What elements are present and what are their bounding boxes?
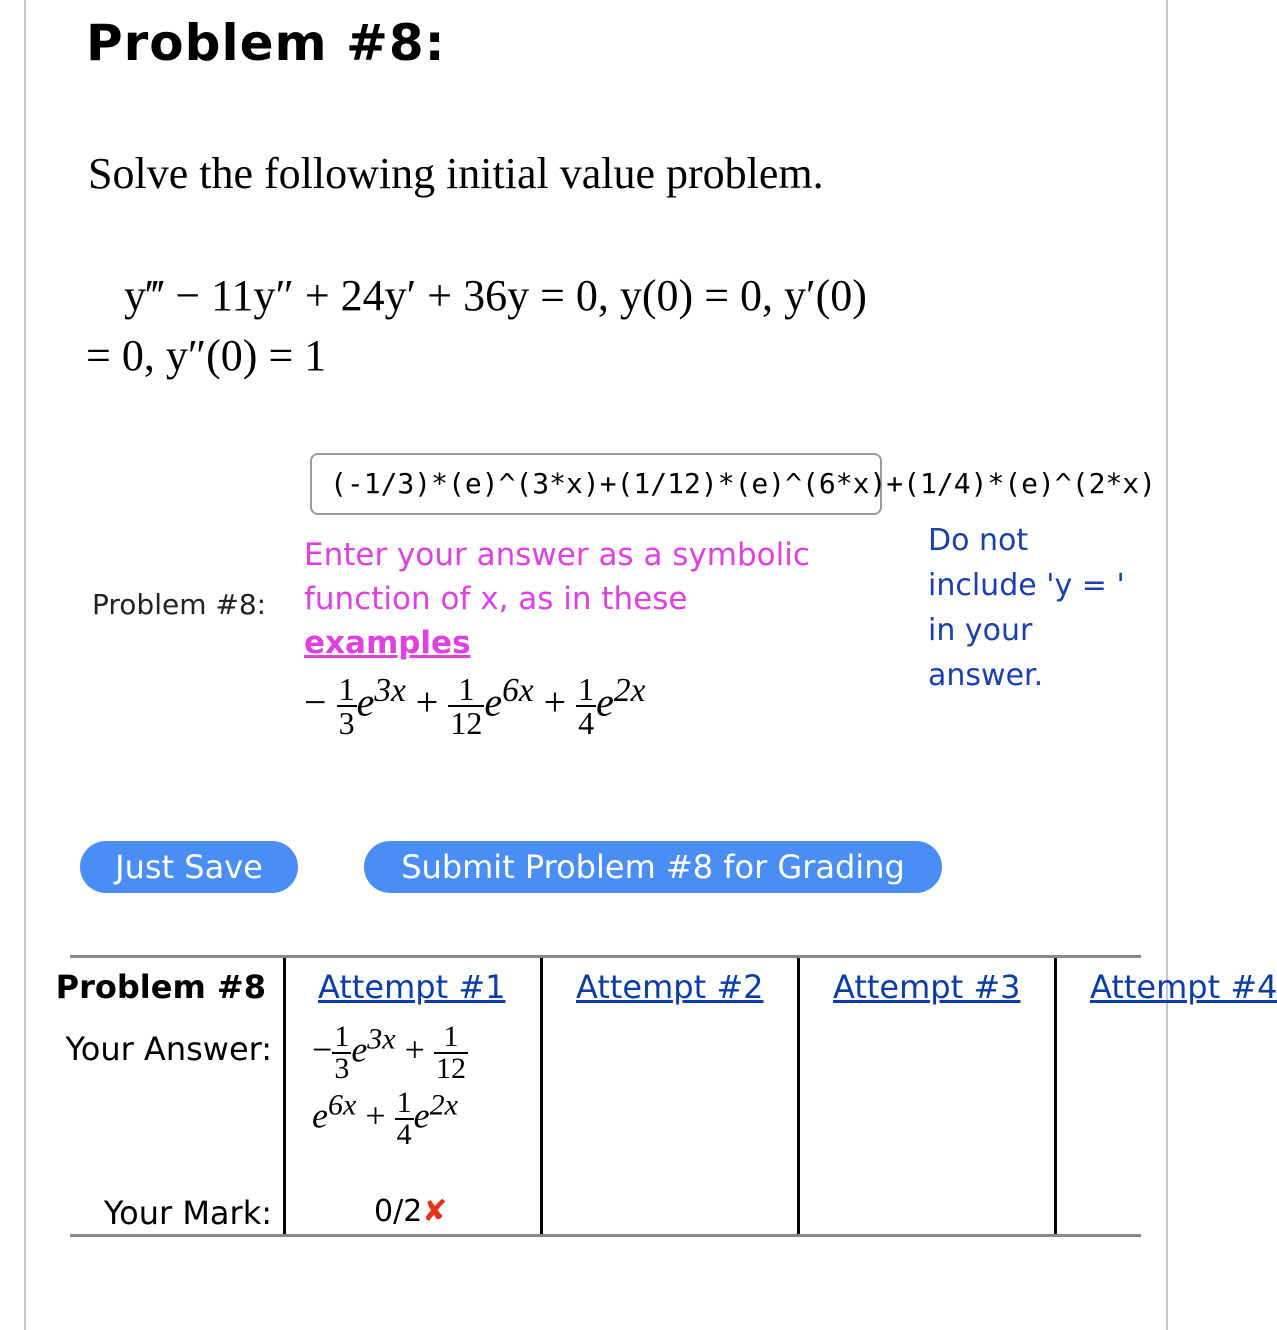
attempt-4-clip: [1058, 958, 1277, 1018]
frac-numerator: 1: [578, 671, 595, 708]
table-divider: [797, 958, 800, 1234]
attempts-row-header: Problem #8: [55, 968, 266, 1006]
answer-preview: [304, 671, 646, 742]
preview-exponent: 3x: [374, 672, 406, 709]
answer-input[interactable]: (-1/3)*(e)^(3*x)+(1/12)*(e)^(6*x)+(1/4)*(e)^(2*x): [310, 453, 882, 515]
preview-plus: +: [543, 679, 567, 725]
preview-fraction-2: [448, 671, 484, 742]
frac-denominator: 3: [338, 705, 355, 742]
preview-fraction-3: [576, 671, 596, 742]
hint-line-2: function of x, as in these: [304, 581, 688, 617]
mark-value: 0/2: [374, 1194, 423, 1229]
frac-numerator: 1: [448, 673, 484, 707]
answer-hint: [304, 533, 864, 665]
frac-numerator: 1: [338, 671, 355, 708]
attempt-1-mark: [374, 1194, 447, 1229]
row-header-column: [26, 958, 280, 1234]
preview-minus: −: [304, 679, 327, 725]
frac-denominator: 12: [450, 705, 483, 742]
just-save-button[interactable]: Just Save: [80, 841, 298, 893]
examples-link[interactable]: examples: [304, 625, 471, 661]
attempt-3-header[interactable]: Attempt #3: [833, 968, 1021, 1006]
preview-fraction-1: [337, 671, 357, 742]
preview-exponent: 2x: [613, 672, 646, 709]
preview-e: e: [484, 679, 503, 725]
note-line-3: in your: [928, 613, 1033, 648]
note-line-1: Do not: [928, 523, 1029, 558]
equation-line-2: = 0, y″(0) = 1: [86, 331, 327, 380]
table-bottom-rule: [70, 1234, 1141, 1237]
preview-plus: +: [415, 679, 439, 725]
page-title: Problem #8:: [86, 14, 446, 72]
note-line-4: answer.: [928, 658, 1044, 693]
attempt-4-header[interactable]: Attempt #4: [1090, 968, 1277, 1006]
hint-line-1: Enter your answer as a symbolic: [304, 537, 810, 573]
format-note: [928, 518, 1168, 698]
preview-e: e: [596, 679, 614, 725]
attempt-1-answer: − $\frac{1}{3}$ $e^{3x}$ + $\frac{1}{12}$ $e^{6x}$ + $\frac{1}{4}$ $e^{2x}$: [312, 1020, 466, 1151]
frac-denominator: 4: [578, 705, 595, 742]
note-line-2: include 'y = ': [928, 568, 1125, 603]
preview-e: e: [356, 679, 375, 725]
your-answer-label: Your Answer:: [65, 1030, 272, 1068]
table-divider: [1054, 958, 1057, 1234]
your-mark-label: Your Mark:: [103, 1194, 272, 1232]
x-mark-icon: ✘: [422, 1194, 448, 1229]
attempt-2-header[interactable]: Attempt #2: [576, 968, 764, 1006]
equation-line-1: y‴ − 11y″ + 24y′ + 36y = 0, y(0) = 0, y′(0): [124, 271, 867, 320]
table-divider: [283, 958, 286, 1234]
problem-label: Problem #8:: [92, 588, 267, 621]
attempt-1-header[interactable]: Attempt #1: [318, 968, 506, 1006]
preview-exponent: 6x: [502, 672, 534, 709]
submit-button[interactable]: Submit Problem #8 for Grading: [364, 841, 942, 893]
problem-prompt: Solve the following initial value problem.: [88, 149, 824, 198]
table-divider: [540, 958, 543, 1234]
